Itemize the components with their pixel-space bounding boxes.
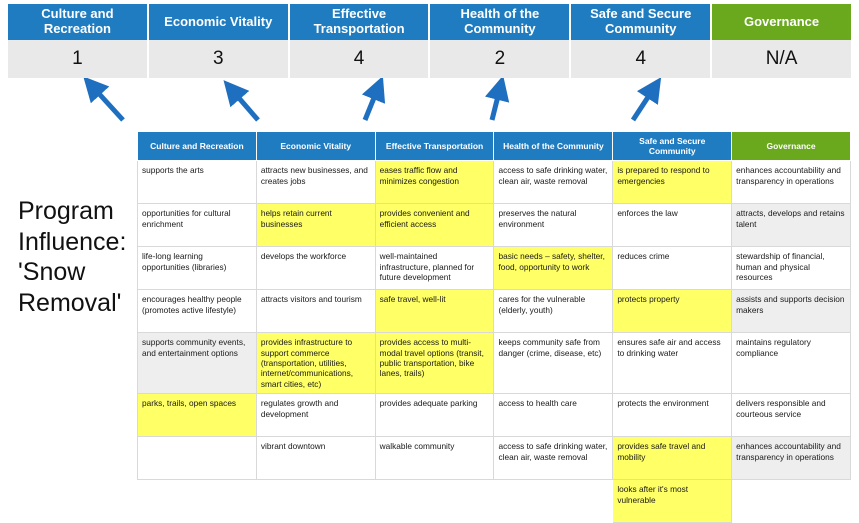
matrix-header-row (138, 132, 851, 161)
matrix-cell: cares for the vulnerable (elderly, youth) (494, 290, 613, 333)
priority-matrix-table (137, 131, 851, 523)
table-row (138, 247, 851, 290)
matrix-cell: parks, trails, open spaces (138, 394, 257, 437)
priority-header-cell: Governance (712, 4, 851, 40)
priority-header-cell: Effective Transportation (290, 4, 431, 40)
matrix-cell: enhances accountability and transparency in operations (732, 161, 851, 204)
matrix-cell: provides infrastructure to support commerce (transportation, utilities, internet/communications, smart cities, etc) (256, 333, 375, 394)
matrix-cell: supports the arts (138, 161, 257, 204)
score-cell: 1 (8, 40, 149, 78)
matrix-cell: eases traffic flow and minimizes congestion (375, 161, 494, 204)
matrix-cell: enhances accountability and transparency in operations (732, 437, 851, 480)
score-cell: 4 (290, 40, 431, 78)
matrix-cell: access to health care (494, 394, 613, 437)
arrow-group (0, 78, 859, 134)
matrix-cell: keeps community safe from danger (crime, disease, etc) (494, 333, 613, 394)
matrix-cell: stewardship of financial, human and physical resources (732, 247, 851, 290)
matrix-cell: safe travel, well-lit (375, 290, 494, 333)
arrow-economic-vitality (232, 90, 258, 120)
matrix-cell: access to safe drinking water, clean air, waste removal (494, 437, 613, 480)
matrix-cell: attracts visitors and tourism (256, 290, 375, 333)
matrix-cell (138, 480, 257, 523)
matrix-column-header: Safe and Secure Community (613, 132, 732, 161)
matrix-cell: opportunities for cultural enrichment (138, 204, 257, 247)
arrow-effective-transportation (365, 88, 378, 120)
score-cell: 3 (149, 40, 290, 78)
priority-header-cell: Health of the Community (430, 4, 571, 40)
matrix-column-header: Economic Vitality (256, 132, 375, 161)
table-row (138, 394, 851, 437)
priority-header-cell: Safe and Secure Community (571, 4, 712, 40)
table-row (138, 204, 851, 247)
matrix-cell: assists and supports decision makers (732, 290, 851, 333)
matrix-cell: provides convenient and efficient access (375, 204, 494, 247)
arrow-culture-recreation (92, 86, 123, 120)
matrix-cell: provides adequate parking (375, 394, 494, 437)
table-row (138, 290, 851, 333)
matrix-column-header: Governance (732, 132, 851, 161)
matrix-cell: is prepared to respond to emergencies (613, 161, 732, 204)
score-cell: 4 (571, 40, 712, 78)
matrix-cell: vibrant downtown (256, 437, 375, 480)
table-row (138, 333, 851, 394)
matrix-body (138, 161, 851, 523)
matrix-cell: preserves the natural environment (494, 204, 613, 247)
matrix-cell (494, 480, 613, 523)
matrix-cell: attracts new businesses, and creates jobs (256, 161, 375, 204)
matrix-cell: life-long learning opportunities (libraries) (138, 247, 257, 290)
score-band (8, 40, 851, 78)
matrix-cell: provides access to multi-modal travel options (transit, public transportation, bike lanes, trails) (375, 333, 494, 394)
program-influence-caption: Program Influence: 'Snow Removal' (18, 197, 127, 317)
matrix-cell: encourages healthy people (promotes active lifestyle) (138, 290, 257, 333)
matrix-cell: well-maintained infrastructure, planned for future development (375, 247, 494, 290)
priority-header-band (8, 4, 851, 40)
matrix-cell: regulates growth and development (256, 394, 375, 437)
matrix-cell: basic needs – safety, shelter, food, opportunity to work (494, 247, 613, 290)
matrix-cell (732, 480, 851, 523)
priority-header-cell: Economic Vitality (149, 4, 290, 40)
matrix-cell: attracts, develops and retains talent (732, 204, 851, 247)
matrix-cell: access to safe drinking water, clean air, waste removal (494, 161, 613, 204)
table-row (138, 437, 851, 480)
matrix-cell: develops the workforce (256, 247, 375, 290)
matrix-cell: walkable community (375, 437, 494, 480)
matrix-column-header: Culture and Recreation (138, 132, 257, 161)
matrix-cell: delivers responsible and courteous service (732, 394, 851, 437)
matrix-column-header: Effective Transportation (375, 132, 494, 161)
matrix-cell: supports community events, and entertainment options (138, 333, 257, 394)
matrix-cell (256, 480, 375, 523)
table-row (138, 480, 851, 523)
matrix-cell (375, 480, 494, 523)
matrix-cell: ensures safe air and access to drinking water (613, 333, 732, 394)
score-cell: 2 (430, 40, 571, 78)
matrix-cell: reduces crime (613, 247, 732, 290)
matrix-cell: looks after it's most vulnerable (613, 480, 732, 523)
matrix-cell (138, 437, 257, 480)
table-row (138, 161, 851, 204)
matrix-cell: provides safe travel and mobility (613, 437, 732, 480)
matrix-cell: maintains regulatory compliance (732, 333, 851, 394)
score-cell: N/A (765, 48, 798, 69)
matrix-cell: helps retain current businesses (256, 204, 375, 247)
matrix-column-header: Health of the Community (494, 132, 613, 161)
matrix-cell: protects property (613, 290, 732, 333)
arrow-health-community (492, 88, 500, 120)
matrix-cell: protects the environment (613, 394, 732, 437)
priority-header-cell: Culture and Recreation (8, 4, 149, 40)
matrix-cell: enforces the law (613, 204, 732, 247)
arrow-safe-secure-community (633, 88, 654, 120)
